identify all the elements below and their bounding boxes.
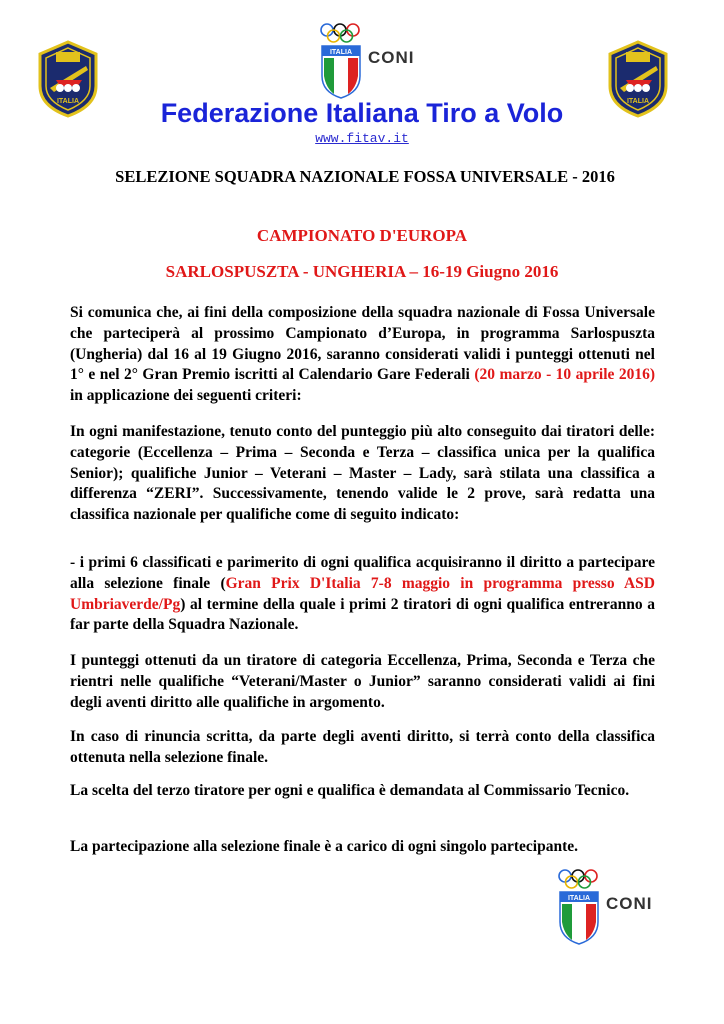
paragraph-selection-event: Gran Prix D'Italia 7-8 maggio in programma presso ASD Umbriaverde/Pg: [70, 574, 655, 613]
championship-heading: CAMPIONATO D'EUROPA: [256, 226, 468, 245]
paragraph-selection: [70, 553, 655, 636]
italia-label-bottom: ITALIA: [567, 895, 591, 902]
coni-logo-bottom: [556, 868, 656, 946]
federation-title: Federazione Italiana Tiro a Volo: [160, 98, 564, 128]
paragraph-criteria: In ogni manifestazione, tenuto conto del punteggio più alto conseguito dai tiratori delle: categorie (Eccellenza – Prima – Seconda e Terza – classifica unica per la qualifica Senior); qualifiche Junior – Veterani – Master – Lady, sarà stilata una classifica a differenza “ZERI”. Successivamente, tenendo valide le 2 prove, sarà redatta una classifica nazionale per qualifiche come di seguito indicato:: [70, 423, 655, 524]
coni-label-top: CONI: [368, 48, 415, 67]
coni-logo-top: [318, 22, 418, 100]
paragraph-selection-text-a: - i primi 6 classificati e parimerito di ogni qualifica acquisiranno il diritto a partecipare alla selezione finale (: [70, 554, 655, 592]
badge-label-right: ITALIA: [626, 98, 650, 105]
paragraph-intro-dates: (20 marzo - 10 aprile 2016): [474, 366, 655, 384]
paragraph-selection-text-b: ) al termine della quale i primi 2 tiratori di ogni qualifica entreranno a far parte della Squadra Nazionale.: [70, 595, 655, 634]
location-date-heading: SARLOSPUSZTA - UNGHERIA – 16-19 Giugno 2016: [165, 262, 559, 281]
italia-label: ITALIA: [329, 49, 353, 56]
selection-title: SELEZIONE SQUADRA NAZIONALE FOSSA UNIVERSALE - 2016: [115, 167, 615, 186]
paragraph-intro-text-a: Si comunica che, ai fini della composizione della squadra nazionale di Fossa Universale che parteciperà al prossimo Campionato d’Europa, in programma Sarlospuszta (Ungheria) dal 16 al 19 Giugno 2016, saranno considerati validi i punteggi ottenuti nel 1° e nel 2° Gran Premio iscritti al Calendario Gare Federali: [70, 304, 655, 384]
badge-label: ITALIA: [56, 98, 80, 105]
paragraph-scores: I punteggi ottenuti da un tiratore di categoria Eccellenza, Prima, Seconda e Terza che rientri nelle qualifiche “Veterani/Master o Junior” saranno considerati validi ai fini degli aventi diritto alle qualifiche in argomento.: [70, 652, 655, 711]
paragraph-third-shooter: La scelta del terzo tiratore per ogni e qualifica è demandata al Commissario Tecnico.: [70, 782, 630, 799]
paragraph-intro: [70, 303, 655, 407]
website-link[interactable]: www.fitav.it: [315, 131, 409, 146]
coni-label-bottom: CONI: [606, 894, 653, 913]
paragraph-intro-text-b: in applicazione dei seguenti criteri:: [70, 387, 302, 405]
paragraph-renunciation: In caso di rinuncia scritta, da parte degli aventi diritto, si terrà conto della classifica ottenuta nella selezione finale.: [70, 728, 655, 766]
paragraph-costs: La partecipazione alla selezione finale è a carico di ogni singolo partecipante.: [70, 838, 578, 855]
